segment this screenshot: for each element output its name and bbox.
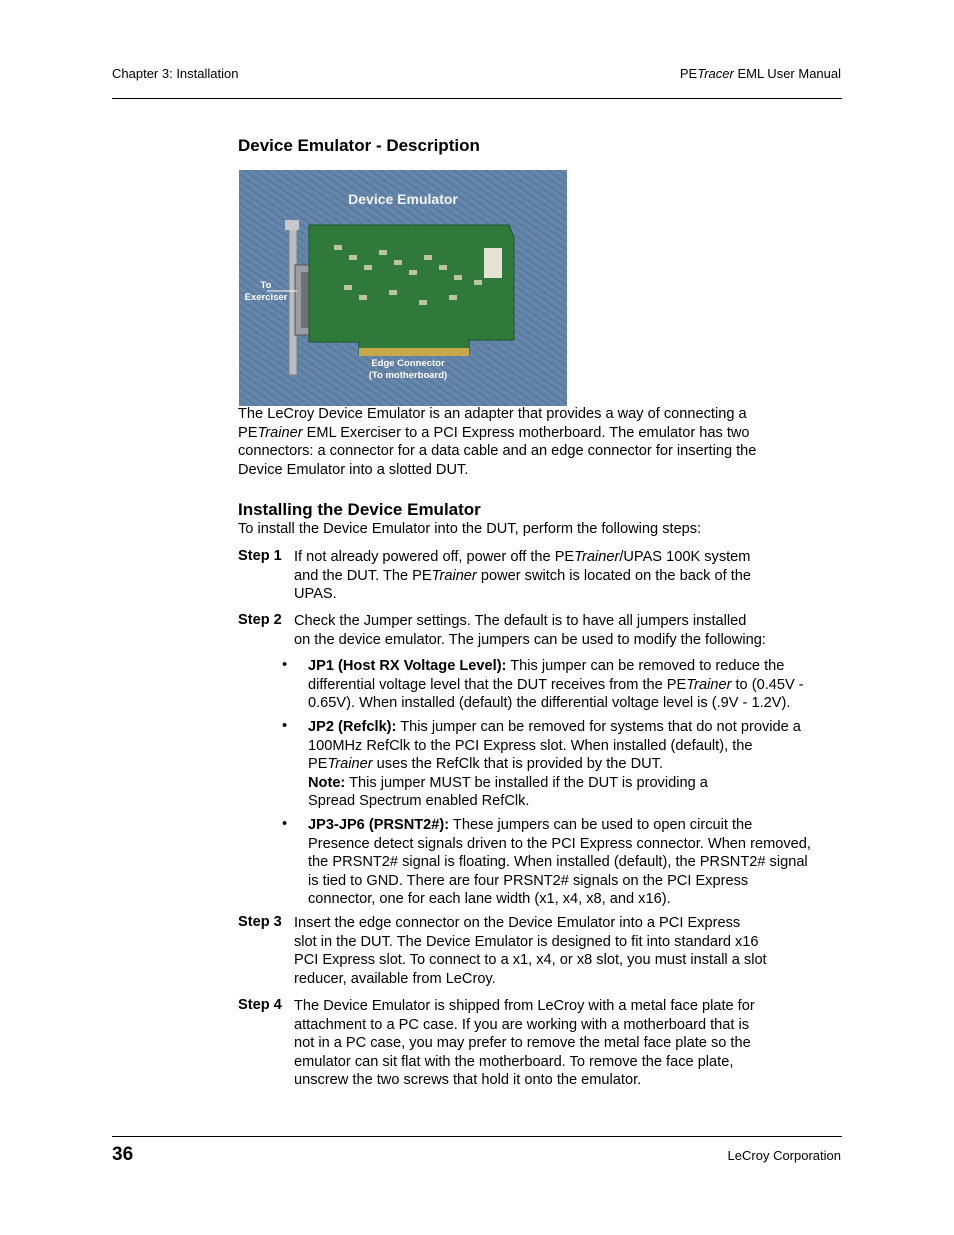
installing-title: Installing the Device Emulator xyxy=(238,500,481,519)
jp2-text: JP2 (Refclk): This jumper can be removed for systems that do not provide a 100MHz RefClk to the PCI Express slot. When installed (default), the PETrainer uses the RefClk that is provided by the DUT. Note: This jumper MUST be installed if the DUT is providing a Spread Spectrum enabled RefClk. xyxy=(308,719,801,810)
step-1-label: Step 1 xyxy=(238,548,282,564)
jp3-text: JP3-JP6 (PRSNT2#): These jumpers can be used to open circuit the Presence detect signals driven to the PCI Express connector. When removed, the PRSNT2# signal is floating. When installed (default), the PRSNT2# signal is tied to GND. There are four PRSNT2# signals on the PCI Express connector, one for each lane width (x1, x4, x8, and x16). xyxy=(308,817,811,908)
footer-rule xyxy=(112,1136,842,1137)
step-2-text: Check the Jumper settings. The default is to have all jumpers installed on the device emulator. The jumpers can be used to modify the following: xyxy=(294,613,766,648)
step-3-label: Step 3 xyxy=(238,914,282,930)
description-paragraph: The LeCroy Device Emulator is an adapter that provides a way of connecting a PETrainer EML Exerciser to a PCI Express motherboard. The emulator has two connectors: a connector for a data cable and an edge connector for inserting the Device Emulator into a slotted DUT. xyxy=(238,406,757,478)
photo-label-edge-connector: Edge Connector (To motherboard) xyxy=(368,358,448,381)
photo-title: Device Emulator xyxy=(348,191,458,207)
step-4-text: The Device Emulator is shipped from LeCroy with a metal face plate for attachment to a PC case. If you are working with a motherboard that is not in a PC case, you may prefer to remove the metal face plate so the emulator can sit flat with the motherboard. To remove the face plate, unscrew the two screws that hold it onto the emulator. xyxy=(294,998,755,1089)
footer-company: LeCroy Corporation xyxy=(727,1148,841,1163)
bullet-jp1: • xyxy=(282,657,288,673)
photo-label-to-exerciser: To Exerciser xyxy=(244,280,288,303)
device-emulator-photo xyxy=(239,170,567,406)
page-number: 36 xyxy=(112,1144,134,1165)
step-3-text: Insert the edge connector on the Device Emulator into a PCI Express slot in the DUT. The Device Emulator is designed to fit into standard x16 PCI Express slot. To connect to a x1, x4, or x8 slot, you must install a slot reducer, available from LeCroy. xyxy=(294,915,767,987)
step-4-label: Step 4 xyxy=(238,997,282,1013)
running-header-chapter: Chapter 3: Installation xyxy=(112,66,239,81)
running-header-manual: PETracer EML User Manual xyxy=(679,66,841,81)
step-2-label: Step 2 xyxy=(238,612,282,628)
header-rule xyxy=(112,98,842,99)
bullet-jp3: • xyxy=(282,816,288,832)
jp1-text: JP1 (Host RX Voltage Level): This jumper can be removed to reduce the differential voltage level that the DUT receives from the PETrainer to (0.45V - 0.65V). When installed (default) the differential voltage level is (.9V - 1.2V). xyxy=(308,658,804,712)
section-title: Device Emulator - Description xyxy=(238,136,480,155)
install-intro: To install the Device Emulator into the DUT, perform the following steps: xyxy=(238,521,702,537)
step-1-text: If not already powered off, power off the PETrainer/UPAS 100K system and the DUT. The PETrainer power switch is located on the back of the UPAS. xyxy=(294,549,751,603)
bullet-jp2: • xyxy=(282,718,288,734)
